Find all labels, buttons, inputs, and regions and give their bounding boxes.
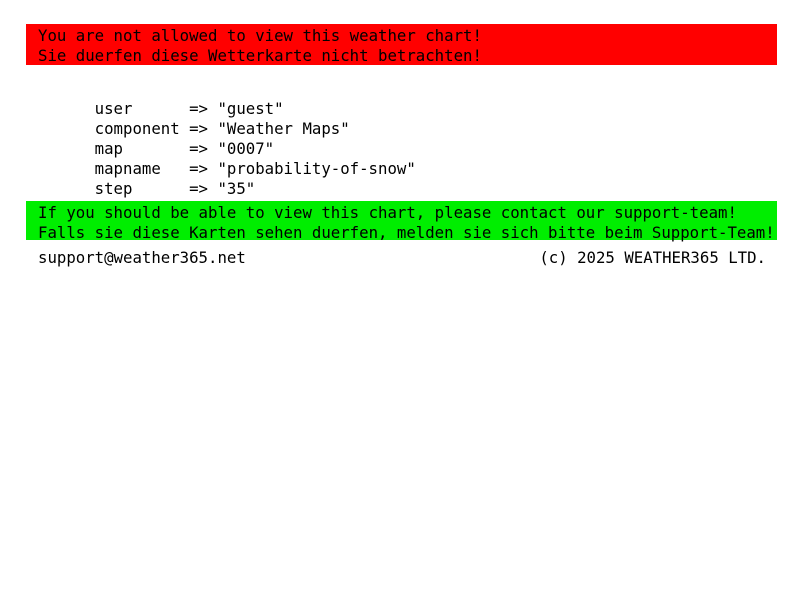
param-value: "probability-of-snow" (217, 159, 416, 178)
param-value: "35" (217, 179, 256, 198)
param-value: "guest" (217, 99, 284, 118)
param-arrow: => (189, 119, 208, 138)
param-arrow: => (189, 99, 208, 118)
contact-support-line-de: Falls sie diese Karten sehen duerfen, melden sie sich bitte beim Support-Team! (38, 223, 775, 242)
param-row-user (38, 79, 416, 118)
param-key: map (94, 139, 124, 158)
param-value: "Weather Maps" (217, 119, 350, 138)
access-denied-line-de: Sie duerfen diese Wetterkarte nicht betrachten! (38, 46, 482, 65)
param-key: mapname (94, 159, 161, 178)
access-denied-banner (26, 24, 777, 65)
support-email: support@weather365.net (38, 248, 246, 267)
param-arrow: => (189, 159, 208, 178)
contact-support-banner (26, 201, 777, 240)
contact-support-line-en: If you should be able to view this chart, please contact our support-team! (38, 203, 737, 222)
param-key: step (94, 179, 133, 198)
param-key: component (94, 119, 180, 138)
footer (38, 248, 766, 268)
param-arrow: => (189, 139, 208, 158)
param-arrow: => (189, 179, 208, 198)
access-denied-line-en: You are not allowed to view this weather chart! (38, 26, 482, 45)
param-value: "0007" (217, 139, 275, 158)
copyright-text: (c) 2025 WEATHER365 LTD. (539, 248, 766, 267)
param-key: user (94, 99, 133, 118)
request-params-list (38, 79, 416, 198)
